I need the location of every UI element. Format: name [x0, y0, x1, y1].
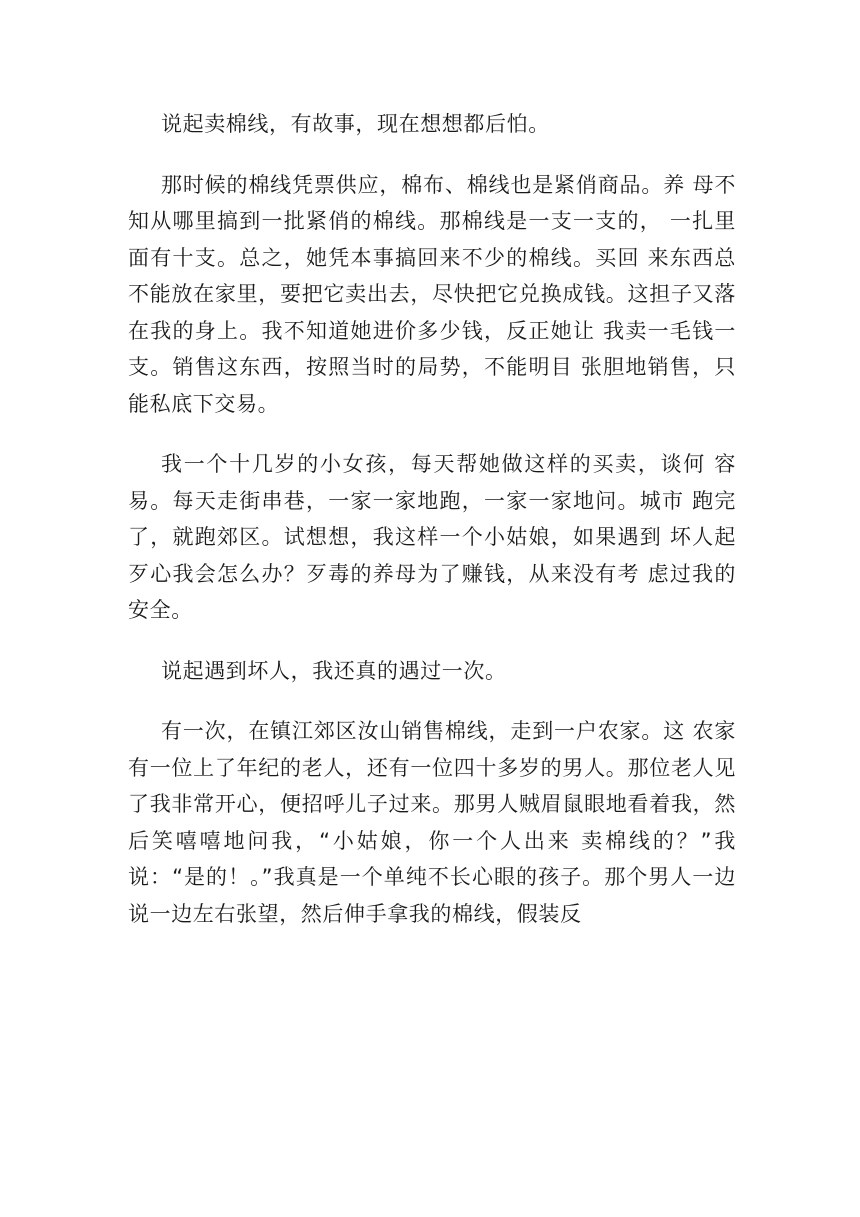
- paragraph: 有一次，在镇江郊区汝山销售棉线，走到一户农家。这 农家有一位上了年纪的老人，还有一位四十多岁的男人。那位老人见了我非常开心，便招呼儿子过来。那男人贼眉鼠眼地看着我，然后笑嘻嘻地问我，“小姑娘，你一个人出来 卖棉线的？”我说：“是的！。”我真是一个单纯不长心眼的孩子。那个男人一边说一边左右张望，然后伸手拿我的棉线，假装反: [128, 719, 736, 926]
- paragraph: 那时候的棉线凭票供应，棉布、棉线也是紧俏商品。养 母不知从哪里搞到一批紧俏的棉线。那棉线是一支一支的， 一扎里面有十支。总之，她凭本事搞回来不少的棉线。买回 来东西总不能放在家里，要把它卖出去，尽快把它兑换成钱。这担子又落在我的身上。我不知道她进价多少钱，反正她让 我卖一毛钱一支。销售这东西，按照当时的局势，不能明目 张胆地销售，只能私底下交易。: [128, 172, 736, 416]
- paragraph: 我一个十几岁的小女孩，每天帮她做这样的买卖，谈何 容易。每天走街串巷，一家一家地跑，一家一家地问。城市 跑完了，就跑郊区。试想想，我这样一个小姑娘，如果遇到 坏人起歹心我会怎么办？歹毒的养母为了赚钱，从来没有考 虑过我的安全。: [128, 452, 736, 622]
- paragraph: 说起卖棉线，有故事，现在想想都后怕。: [161, 112, 550, 136]
- document-page: [128, 106, 736, 956]
- paragraph: 说起遇到坏人，我还真的遇过一次。: [161, 658, 507, 683]
